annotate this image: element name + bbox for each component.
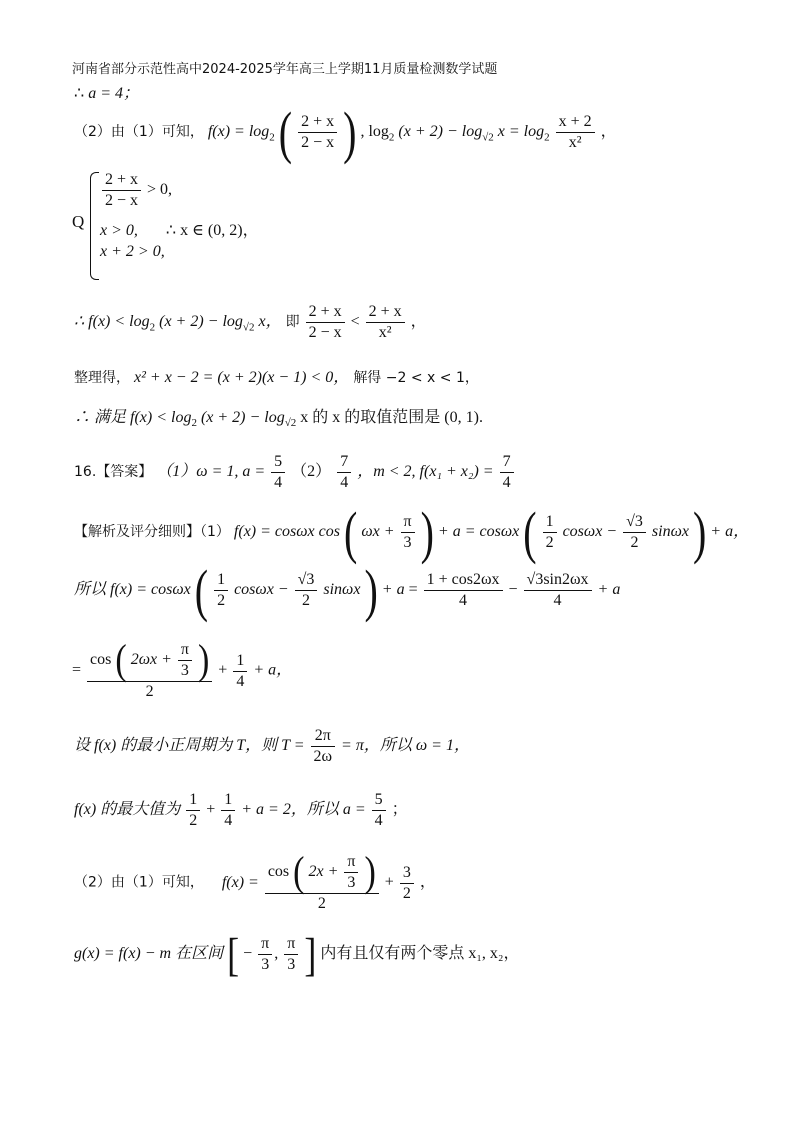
fraction-xp2-x2: $\frac{x + 2}{\text{x²}}$: [556, 112, 595, 153]
system-brace: [90, 172, 99, 280]
line-a-eq-4: ∴ a = 4；: [74, 85, 139, 102]
line-max: f(x) 的最大值为 $\frac{1}{2}$ + $\frac{1}{4}$ + a = 2，所以 a = $\frac{5}{4}$ ；: [74, 791, 408, 829]
fraction-2px-2mx: $\frac{2 + x}{2 - x}$: [298, 112, 337, 153]
line-q16-answer: 16.【答案】 （1）ω = 1, a = $\frac{5}{4}$ （2） $\frac{7}{4}$ ，m < 2, f(x₁ + x₂) = $\frac{7}{4}$: [74, 452, 516, 493]
line-part2b: （2）由（1）可知， f(x) = cos ( 2x + $\frac{\pi}{3}$ ) 2 + $\frac{3}{2}$ ，: [74, 848, 436, 912]
condition-1: $\frac{2 + x}{2 - x}$ > 0,: [100, 170, 172, 211]
line-analysis-2: 所以 f(x) = cosωx ( $\frac{1}{2}$ cosωx − $\frac{√3}{2}$ sinωx ) + a = $\frac{1 + \cos 2\omega x}{4}$ − $\frac{√3\sin 2\omega x}{4}$ + a: [74, 557, 621, 623]
line-range: ∴ 满足 $f(x) < \log_2 (x + 2) - \log_{√2} x$ 的 x 的取值范围是 (0, 1).: [74, 409, 483, 430]
condition-3: x + 2 > 0,: [100, 243, 165, 260]
page-header: 河南省部分示范性高中2024-2025学年高三上学期11月质量检测数学试题: [72, 62, 498, 77]
q-symbol: Q: [72, 212, 85, 231]
line-analysis-3: = cos ( 2ωx + $\frac{\pi}{3}$ ) 2 + $\frac{1}{4}$ + a，: [72, 636, 293, 700]
line-analysis-1: 【解析及评分细则】（1） f(x) = cosωx cos ( ωx + $\frac{\pi}{3}$ ) + a = cosωx ( $\frac{1}{2}$ cosωx − $\frac{√3}{2}$ sinωx ) + a，: [74, 499, 750, 565]
line-simplify: 整理得， x² + x − 2 = (x + 2)(x − 1) < 0， 解得 −2 < x < 1，: [74, 369, 479, 386]
condition-2: x > 0, ∴ x ∈ (0, 2)，: [100, 222, 259, 239]
line-gx: g(x) = f(x) − m 在区间 [ − $\frac{\pi}{3}$ , $\frac{\pi}{3}$ ] 内有且仅有两个零点 x₁, x₂，: [74, 928, 520, 981]
line-inequality: ∴ $f(x) < \log_2 (x + 2) - \log_{√2} x$， 即 $\frac{2 + x}{2 - x}$ < $\frac{2 + x}{\text{x²}}$ ，: [74, 303, 427, 341]
line-part2-definition: （2）由（1）可知， $f(x) = \log_2$ ( $\frac{2 + x}{2 - x}$ ) , $\log_2 (x + 2) - \log_{√2} x = \log_2$ $\frac{x + 2}{\text{x²}}$ ，: [74, 99, 617, 165]
line-period: 设 f(x) 的最小正周期为 T，则 T = $\frac{2\pi}{2\omega}$ = π，所以 ω = 1，: [74, 727, 470, 765]
